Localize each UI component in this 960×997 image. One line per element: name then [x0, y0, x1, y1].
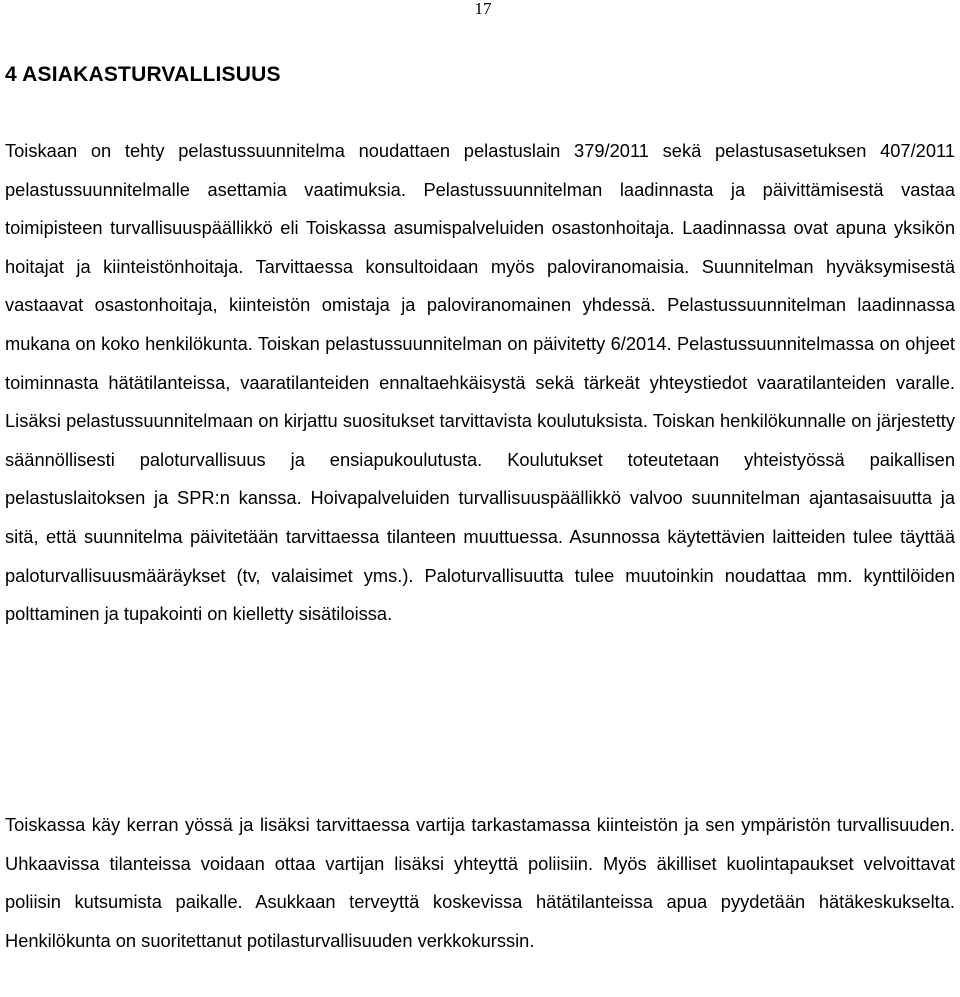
paragraph-security-guard: Toiskassa käy kerran yössä ja lisäksi tarvittaessa vartija tarkastamassa kiinteistön ja sen ympäristön turvallisuuden. Uhkaavissa tilanteissa voidaan ottaa vartijan lisäksi yhteyttä poliisiin. Myös äkilliset kuolintapaukset velvoittavat poliisin kutsumista paikalle. Asukkaan terveyttä koskevissa hätätilanteissa apua pyydetään hätäkeskukselta. Henkilökunta on suoritettanut potilasturvallisuuden verkkokurssin. — [5, 814, 955, 951]
section-heading: 4 ASIAKASTURVALLISUUS — [5, 63, 281, 86]
page-number: 17 — [474, 0, 492, 18]
paragraph-fire-safety-plan: Toiskaan on tehty pelastussuunnitelma noudattaen pelastuslain 379/2011 sekä pelastusasetuksen 407/2011 pelastussuunnitelmalle asettamia vaatimuksia. Pelastussuunnitelman laadinnasta ja päivittämisestä vastaa toimipisteen turvallisuuspäällikkö eli Toiskassa asumispalveluiden osastonhoitaja. Laadinnassa ovat apuna yksikön hoitajat ja kiinteistönhoitaja. Tarvittaessa konsultoidaan myös paloviranomaisia. Suunnitelman hyväksymisestä vastaavat osastonhoitaja, kiinteistön omistaja ja paloviranomainen yhdessä. Pelastussuunnitelman laadinnassa mukana on koko henkilökunta. Toiskan pelastussuunnitelman on päivitetty 6/2014. Pelastussuunnitelmassa on ohjeet toiminnasta hätätilanteissa, vaaratilanteiden ennaltaehkäisystä sekä tärkeät yhteystiedot vaaratilanteiden varalle. Lisäksi pelastussuunnitelmaan on kirjattu suositukset tarvittavista koulutuksista. Toiskan henkilökunnalle on järjestetty säännöllisesti paloturvallisuus ja ensiapukoulutusta. Koulutukset toteutetaan yhteistyössä paikallisen pelastuslaitoksen ja SPR:n kanssa. Hoivapalveluiden turvallisuuspäällikkö valvoo suunnitelman ajantasaisuutta ja sitä, että suunnitelma päivitetään tarvittaessa tilanteen muuttuessa. Asunnossa käytettävien laitteiden tulee täyttää paloturvallisuusmääräykset (tv, valaisimet yms.). Paloturvallisuutta tulee muutoinkin noudattaa mm. kynttilöiden polttaminen ja tupakointi on kielletty sisätiloissa. — [5, 140, 955, 625]
